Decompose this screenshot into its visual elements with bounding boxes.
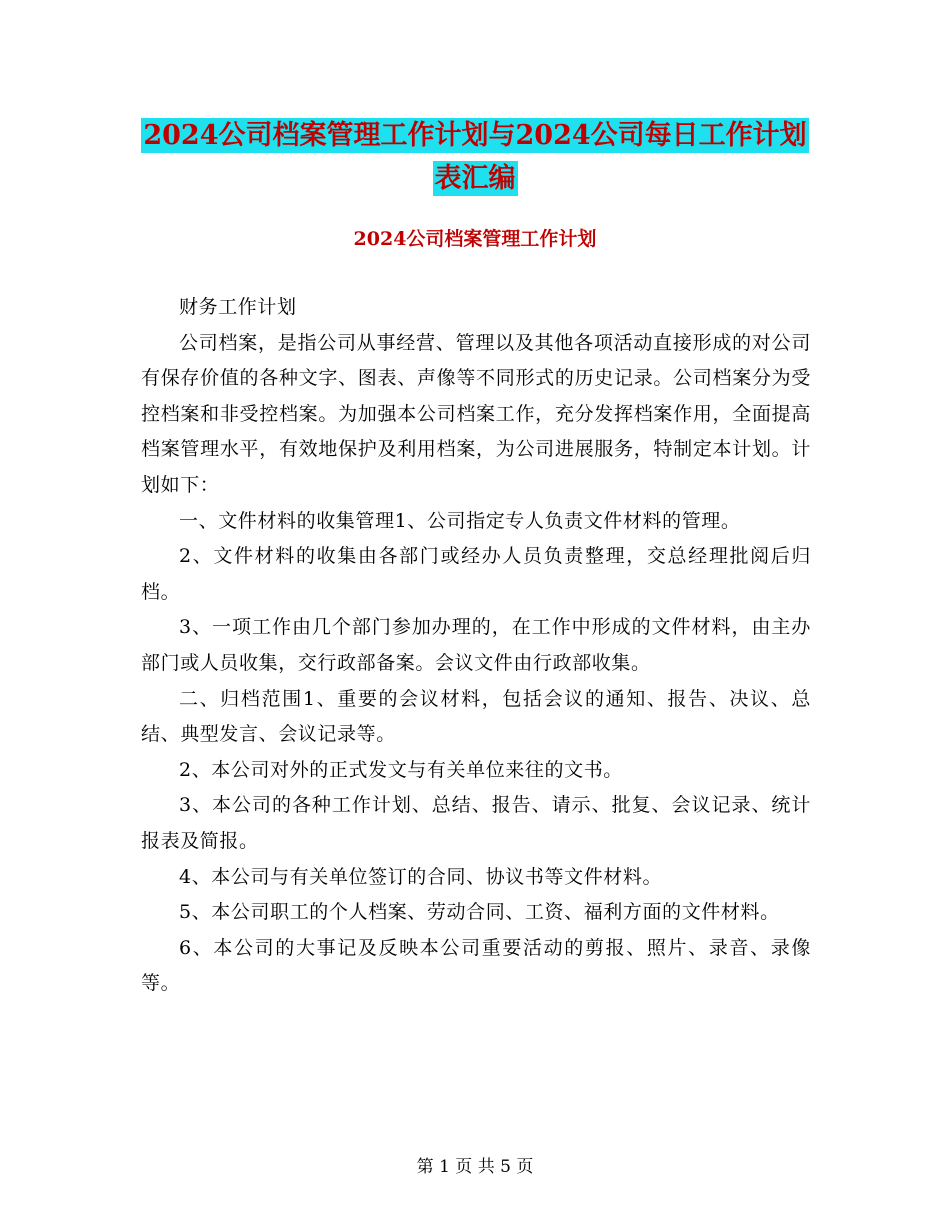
paragraph: 2、文件材料的收集由各部门或经办人员负责整理，交总经理批阅后归档。	[141, 545, 811, 603]
paragraph: 3、一项工作由几个部门参加办理的，在工作中形成的文件材料，由主办部门或人员收集，交行政部备案。会议文件由行政部收集。	[141, 616, 811, 674]
paragraph: 二、归档范围1、重要的会议材料，包括会议的通知、报告、决议、总结、典型发言、会议记录等。	[141, 687, 811, 746]
paragraph: 公司档案，是指公司从事经营、管理以及其他各项活动直接形成的对公司有保存价值的各种文字、图表、声像等不同形式的历史记录。公司档案分为受控档案和非受控档案。为加强本公司档案工作，充分发挥档案作用，全面提高档案管理水平，有效地保护及利用档案，为公司进展服务，特制定本计划。计划如下：	[141, 331, 811, 496]
paragraph: 一、文件材料的收集管理1、公司指定专人负责文件材料的管理。	[179, 509, 741, 532]
document-title-line-2: 表汇编	[434, 163, 516, 194]
section-heading: 2024公司档案管理工作计划	[353, 228, 597, 250]
paragraph: 2、本公司对外的正式发文与有关单位来往的文书。	[179, 758, 623, 781]
page-number-footer: 第 1 页 共 5 页	[416, 1157, 534, 1177]
document-body	[141, 290, 811, 1002]
document-title-line-1: 2024公司档案管理工作计划与2024公司每日工作计划	[143, 120, 807, 151]
paragraph: 5、本公司职工的个人档案、劳动合同、工资、福利方面的文件材料。	[179, 901, 780, 924]
paragraph: 财务工作计划	[179, 296, 297, 318]
paragraph: 4、本公司与有关单位签订的合同、协议书等文件材料。	[179, 865, 663, 888]
paragraph: 3、本公司的各种工作计划、总结、报告、请示、批复、会议记录、统计报表及简报。	[141, 794, 811, 852]
paragraph: 6、本公司的大事记及反映本公司重要活动的剪报、照片、录音、录像等。	[141, 936, 811, 995]
